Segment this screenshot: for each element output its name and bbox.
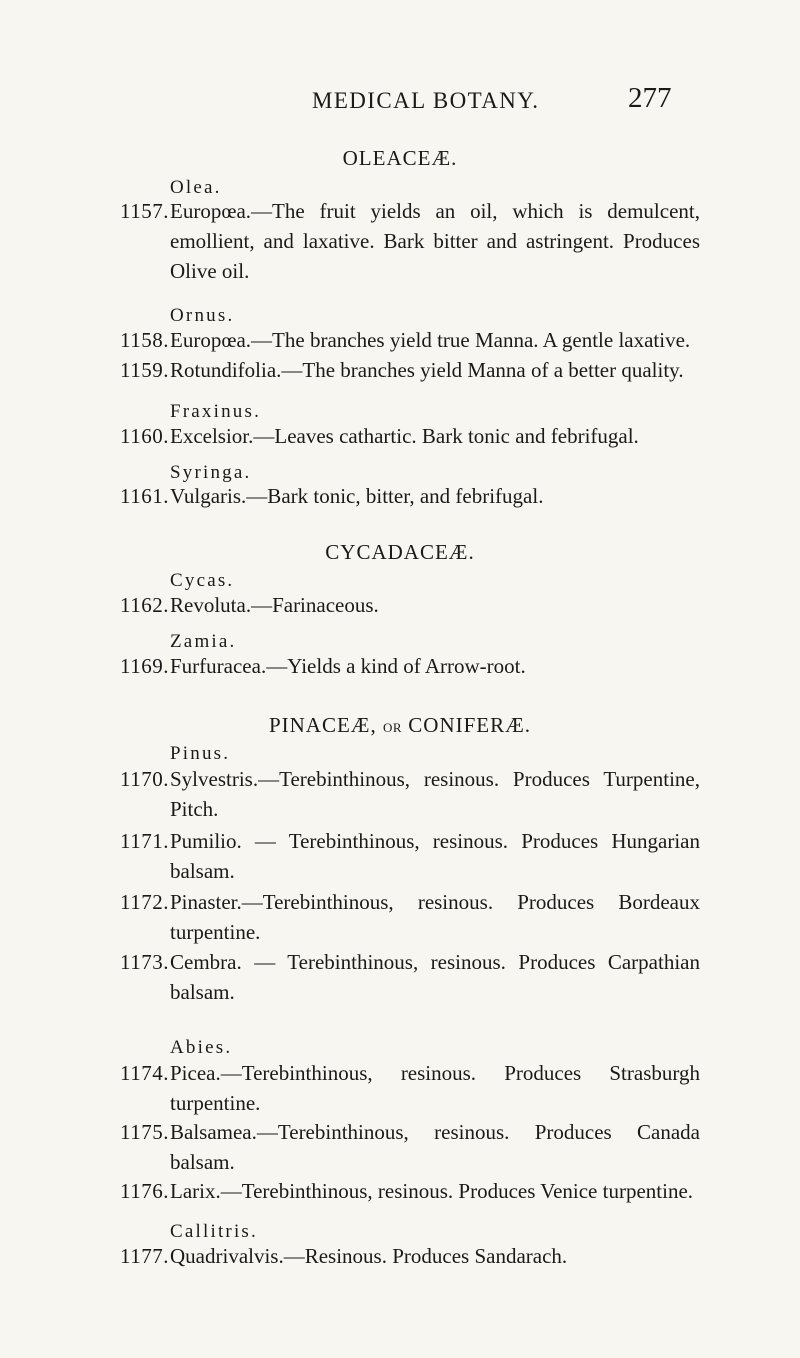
genus-heading-pinus: Pinus.: [170, 743, 231, 764]
entry-1171: [120, 826, 700, 886]
entry-1170: [120, 764, 700, 824]
entry-text: Pinaster.—Terebinthinous, resinous. Produces Bordeaux turpentine.: [170, 890, 700, 944]
entry-text: Cembra. — Terebinthinous, resinous. Produces Carpathian balsam.: [170, 950, 700, 1004]
entry-text: Europœa.—The fruit yields an oil, which is demulcent, emollient, and laxative. Bark bitter and astringent. Produces Olive oil.: [170, 199, 700, 283]
entry-1158: [120, 325, 700, 355]
family-alt-name: CONIFERÆ.: [408, 713, 532, 737]
entry-number: 1160.: [120, 424, 169, 448]
entry-1169: [120, 651, 700, 681]
entry-text: Quadrivalvis.—Resinous. Produces Sandarach.: [170, 1244, 568, 1268]
family-heading-oleaceae: OLEACEÆ.: [342, 146, 458, 170]
entry-1157: [120, 196, 700, 286]
page-number: 277: [628, 82, 672, 114]
entry-1162: [120, 590, 700, 620]
entry-text: Europœa.—The branches yield true Manna. A gentle laxative.: [170, 328, 691, 352]
entry-1159: [120, 355, 700, 385]
entry-text: Revoluta.—Farinaceous.: [170, 593, 379, 617]
entry-text: Pumilio. — Terebinthinous, resinous. Produces Hungarian balsam.: [170, 829, 700, 883]
family-heading-pinaceae: [0, 713, 800, 738]
entry-number: 1172.: [120, 890, 169, 914]
entry-number: 1173.: [120, 950, 169, 974]
entry-text: Picea.—Terebinthinous, resinous. Produces Strasburgh turpentine.: [170, 1061, 700, 1115]
entry-number: 1158.: [120, 328, 169, 352]
family-name: PINACEÆ,: [268, 713, 377, 737]
entry-number: 1175.: [120, 1120, 169, 1144]
entry-1177: [120, 1241, 700, 1271]
entry-text: Furfuracea.—Yields a kind of Arrow-root.: [170, 654, 526, 678]
entry-1172: [120, 887, 700, 947]
entry-1160: [120, 421, 700, 451]
entry-1173: [120, 947, 700, 1007]
entry-number: 1157.: [120, 199, 169, 223]
genus-heading-cycas: Cycas.: [170, 570, 235, 591]
entry-number: 1170.: [120, 767, 169, 791]
entry-text: Balsamea.—Terebinthinous, resinous. Produces Canada balsam.: [170, 1120, 700, 1174]
family-separator: OR: [382, 720, 403, 735]
entry-1175: [120, 1117, 700, 1177]
page-header: [0, 82, 800, 128]
genus-heading-callitris: Callitris.: [170, 1221, 258, 1242]
entry-1174: [120, 1058, 700, 1118]
running-title: MEDICAL BOTANY.: [312, 88, 540, 113]
entry-number: 1177.: [120, 1244, 169, 1268]
entry-1161: [120, 481, 700, 511]
genus-heading-ornus: Ornus.: [170, 305, 235, 326]
genus-heading-fraxinus: Fraxinus.: [170, 401, 262, 422]
entry-text: Sylvestris.—Terebinthinous, resinous. Produces Turpentine, Pitch.: [170, 767, 700, 821]
entry-text: Larix.—Terebinthinous, resinous. Produces Venice turpentine.: [170, 1179, 694, 1203]
genus-heading-olea: Olea.: [170, 177, 222, 198]
entry-number: 1171.: [120, 829, 169, 853]
family-heading-cycadaceae: CYCADACEÆ.: [325, 540, 475, 564]
entry-number: 1162.: [120, 593, 169, 617]
genus-heading-abies: Abies.: [170, 1037, 233, 1058]
genus-heading-syringa: Syringa.: [170, 462, 252, 483]
entry-1176: [120, 1176, 700, 1206]
entry-text: Rotundifolia.—The branches yield Manna of a better quality.: [170, 358, 684, 382]
entry-text: Vulgaris.—Bark tonic, bitter, and febrifugal.: [170, 484, 544, 508]
entry-number: 1174.: [120, 1061, 169, 1085]
entry-number: 1169.: [120, 654, 169, 678]
genus-heading-zamia: Zamia.: [170, 631, 237, 652]
entry-number: 1176.: [120, 1179, 169, 1203]
entry-number: 1159.: [120, 358, 169, 382]
entry-number: 1161.: [120, 484, 169, 508]
entry-text: Excelsior.—Leaves cathartic. Bark tonic and febrifugal.: [170, 424, 639, 448]
